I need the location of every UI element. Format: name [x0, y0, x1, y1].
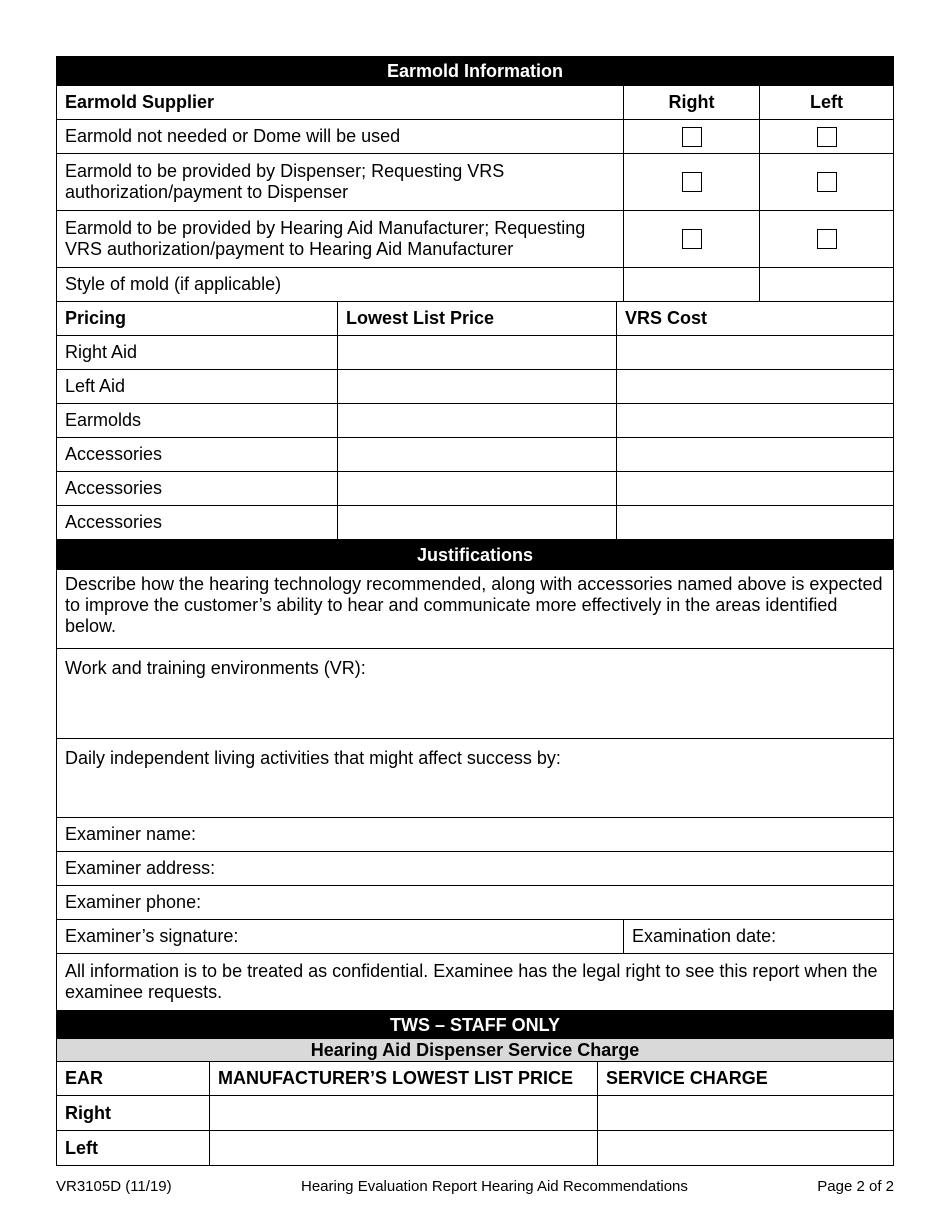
manufacturer-price-field[interactable] — [209, 1131, 597, 1165]
list-price-field[interactable] — [337, 506, 616, 539]
pricing-item-label: Right Aid — [65, 342, 138, 362]
service-charge-field[interactable] — [597, 1131, 893, 1165]
earmold-manufacturer-left-checkbox[interactable] — [817, 229, 837, 249]
vrs-cost-field[interactable] — [616, 404, 893, 437]
pricing-header: Pricing — [65, 308, 127, 328]
vrs-cost-field[interactable] — [616, 506, 893, 539]
ear-label: Left — [65, 1137, 98, 1158]
work-environments-label: Work and training environments (VR): — [65, 658, 366, 678]
work-environments-row[interactable] — [56, 649, 894, 739]
examiner-address-label: Examiner address: — [65, 858, 216, 878]
vrs-cost-field[interactable] — [616, 336, 893, 369]
earmold-header-row — [56, 86, 894, 120]
vrs-cost-field[interactable] — [616, 438, 893, 471]
mold-style-right-field[interactable] — [623, 268, 759, 301]
mold-style-label: Style of mold (if applicable) — [65, 274, 282, 294]
examiner-name-row[interactable] — [56, 818, 894, 852]
manufacturer-price-header: MANUFACTURER’S LOWEST LIST PRICE — [209, 1062, 597, 1095]
pricing-item-label: Earmolds — [65, 410, 142, 430]
form-id: VR3105D (11/19) — [56, 1178, 172, 1195]
earmold-option-row — [56, 211, 894, 268]
pricing-row — [56, 472, 894, 506]
earmold-supplier-header: Earmold Supplier — [65, 92, 215, 112]
ear-label: Right — [65, 1102, 111, 1123]
ear-header: EAR — [65, 1068, 104, 1088]
page-number: Page 2 of 2 — [817, 1178, 894, 1195]
earmold-option-label: Earmold to be provided by Dispenser; Requesting VRS authorization/payment to Dispenser — [65, 161, 505, 202]
service-charge-field[interactable] — [597, 1096, 893, 1130]
manufacturer-price-field[interactable] — [209, 1096, 597, 1130]
page-footer — [56, 1178, 894, 1195]
justification-description: Describe how the hearing technology recommended, along with accessories named above is expected to improve the customer’s ability to hear and communicate more effectively in the areas identified below. — [65, 574, 883, 636]
pricing-row — [56, 506, 894, 540]
form-title: Hearing Evaluation Report Hearing Aid Recommendations — [301, 1178, 688, 1195]
examiner-phone-label: Examiner phone: — [65, 892, 202, 912]
earmold-not-needed-right-checkbox[interactable] — [682, 127, 702, 147]
pricing-item-label: Accessories — [65, 512, 163, 532]
pricing-row — [56, 370, 894, 404]
daily-activities-row[interactable] — [56, 739, 894, 818]
earmold-not-needed-left-checkbox[interactable] — [817, 127, 837, 147]
pricing-row — [56, 404, 894, 438]
earmold-section-header: Earmold Information — [56, 56, 894, 86]
examiner-signature-field[interactable]: Examiner’s signature: — [65, 926, 239, 946]
pricing-row — [56, 336, 894, 370]
daily-activities-label: Daily independent living activities that might affect success by: — [65, 748, 561, 768]
pricing-item-label: Accessories — [65, 478, 163, 498]
service-charge-header-row — [56, 1061, 894, 1096]
pricing-item-label: Left Aid — [65, 376, 126, 396]
left-checkbox-cell — [759, 154, 893, 210]
list-price-field[interactable] — [337, 336, 616, 369]
justifications-section-header: Justifications — [56, 540, 894, 570]
earmold-option-label: Earmold not needed or Dome will be used — [65, 126, 401, 146]
earmold-manufacturer-right-checkbox[interactable] — [682, 229, 702, 249]
staff-only-header: TWS – STAFF ONLY — [56, 1011, 894, 1039]
service-charge-subheader: Hearing Aid Dispenser Service Charge — [56, 1039, 894, 1061]
vrs-cost-field[interactable] — [616, 472, 893, 505]
vrs-cost-field[interactable] — [616, 370, 893, 403]
vrs-cost-header: VRS Cost — [616, 302, 893, 335]
left-header: Left — [759, 86, 893, 119]
examiner-name-label: Examiner name: — [65, 824, 197, 844]
signature-row — [56, 920, 894, 954]
earmold-option-row — [56, 154, 894, 211]
left-checkbox-cell — [759, 211, 893, 267]
mold-style-row — [56, 268, 894, 302]
list-price-field[interactable] — [337, 438, 616, 471]
list-price-field[interactable] — [337, 370, 616, 403]
examination-date-field[interactable]: Examination date: — [623, 920, 893, 953]
service-charge-row — [56, 1131, 894, 1166]
service-charge-header: SERVICE CHARGE — [597, 1062, 893, 1095]
earmold-dispenser-left-checkbox[interactable] — [817, 172, 837, 192]
pricing-row — [56, 438, 894, 472]
earmold-option-label: Earmold to be provided by Hearing Aid Manufacturer; Requesting VRS authorization/payment to Hearing Aid Manufacturer — [65, 218, 586, 259]
lowest-list-price-header: Lowest List Price — [337, 302, 616, 335]
earmold-option-row — [56, 120, 894, 154]
right-checkbox-cell — [623, 120, 759, 153]
right-checkbox-cell — [623, 211, 759, 267]
pricing-header-row — [56, 302, 894, 336]
list-price-field[interactable] — [337, 472, 616, 505]
right-checkbox-cell — [623, 154, 759, 210]
mold-style-left-field[interactable] — [759, 268, 893, 301]
list-price-field[interactable] — [337, 404, 616, 437]
examiner-address-row[interactable] — [56, 852, 894, 886]
earmold-dispenser-right-checkbox[interactable] — [682, 172, 702, 192]
confidential-row — [56, 954, 894, 1011]
examiner-phone-row[interactable] — [56, 886, 894, 920]
right-header: Right — [623, 86, 759, 119]
left-checkbox-cell — [759, 120, 893, 153]
pricing-item-label: Accessories — [65, 444, 163, 464]
justification-description-row — [56, 570, 894, 649]
confidential-notice: All information is to be treated as confidential. Examinee has the legal right to see this report when the examinee requests. — [65, 961, 878, 1002]
service-charge-row — [56, 1096, 894, 1131]
hearing-evaluation-form — [56, 56, 894, 1166]
